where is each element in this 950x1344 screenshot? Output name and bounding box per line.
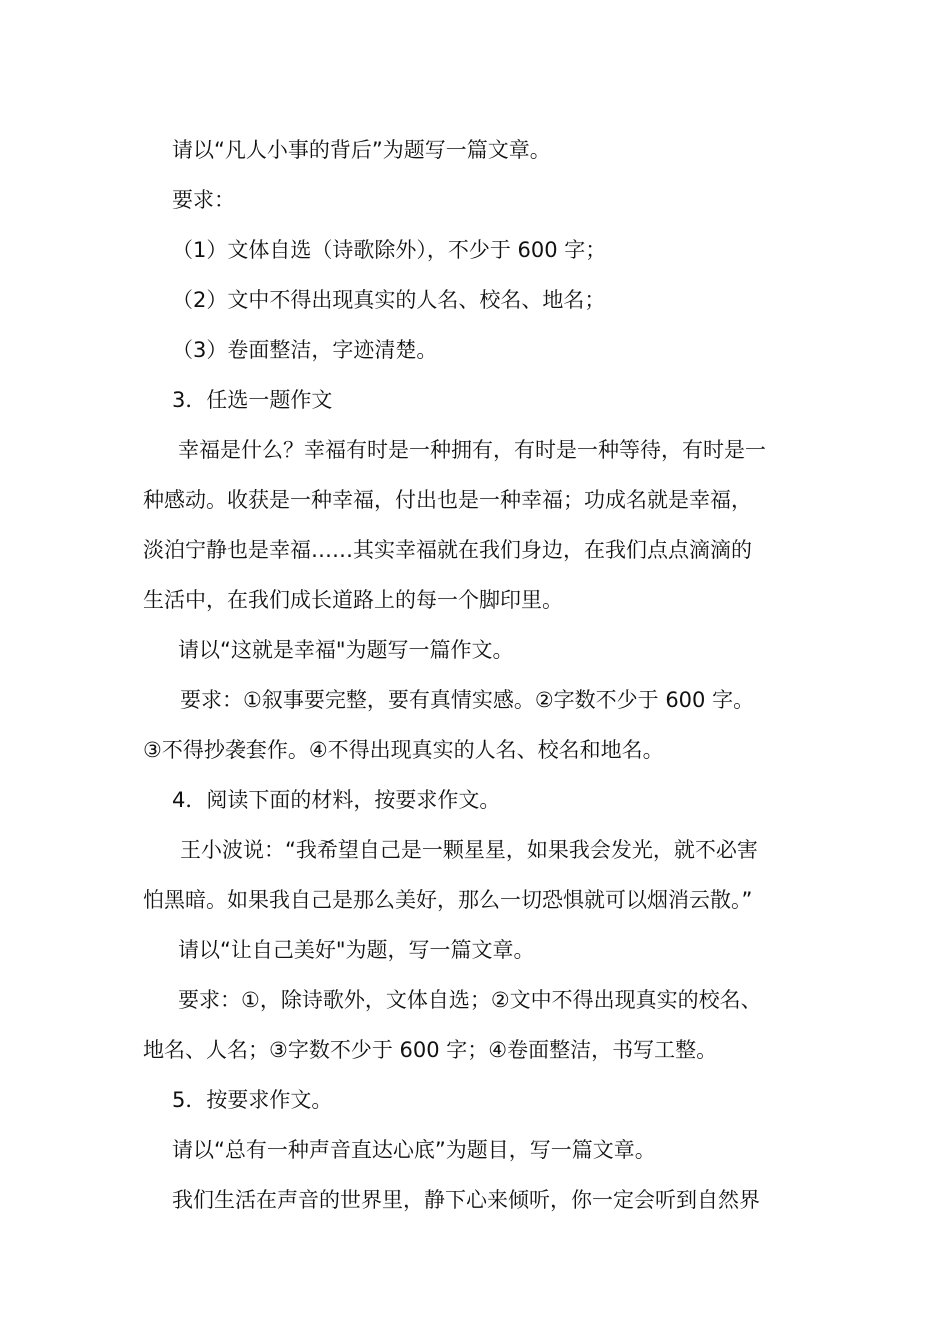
- section-heading: 4．阅读下面的材料，按要求作文。: [172, 788, 501, 812]
- section-heading: 5．按要求作文。: [172, 1088, 333, 1112]
- paragraph-line: 请以“这就是幸福"为题写一篇作文。: [178, 638, 514, 662]
- paragraph-line: 请以“凡人小事的背后”为题写一篇文章。: [172, 138, 551, 162]
- paragraph-line: 请以“总有一种声音直达心底”为题目，写一篇文章。: [172, 1138, 656, 1162]
- paragraph-line: 我们生活在声音的世界里，静下心来倾听，你一定会听到自然界: [172, 1188, 760, 1212]
- paragraph-line: （2）文中不得出现真实的人名、校名、地名；: [172, 288, 606, 312]
- paragraph-line: 要求：①，除诗歌外，文体自选；②文中不得出现真实的校名、: [178, 988, 762, 1012]
- paragraph-line: 地名、人名；③字数不少于 600 字；④卷面整洁，书写工整。: [143, 1038, 718, 1062]
- paragraph-line: 请以“让自己美好"为题，写一篇文章。: [178, 938, 535, 962]
- paragraph-line: 幸福是什么？幸福有时是一种拥有，有时是一种等待，有时是一: [178, 438, 766, 462]
- paragraph-line: （1）文体自选（诗歌除外），不少于 600 字；: [172, 238, 607, 262]
- paragraph-line: 生活中，在我们成长道路上的每一个脚印里。: [143, 588, 563, 612]
- paragraph-line: 王小波说：“我希望自己是一颗星星，如果我会发光，就不必害: [180, 838, 758, 862]
- paragraph-line: 要求：: [172, 188, 235, 212]
- paragraph-line: 种感动。收获是一种幸福，付出也是一种幸福；功成名就是幸福，: [143, 488, 752, 512]
- paragraph-line: 淡泊宁静也是幸福……其实幸福就在我们身边，在我们点点滴滴的: [143, 538, 752, 562]
- paragraph-line: 要求：①叙事要完整，要有真情实感。②字数不少于 600 字。: [180, 688, 755, 712]
- paragraph-line: 怕黑暗。如果我自己是那么美好，那么一切恐惧就可以烟消云散。”: [143, 888, 753, 912]
- paragraph-line: ③不得抄袭套作。④不得出现真实的人名、校名和地名。: [143, 738, 664, 762]
- section-heading: 3．任选一题作文: [172, 388, 333, 412]
- paragraph-line: （3）卷面整洁，字迹清楚。: [172, 338, 438, 362]
